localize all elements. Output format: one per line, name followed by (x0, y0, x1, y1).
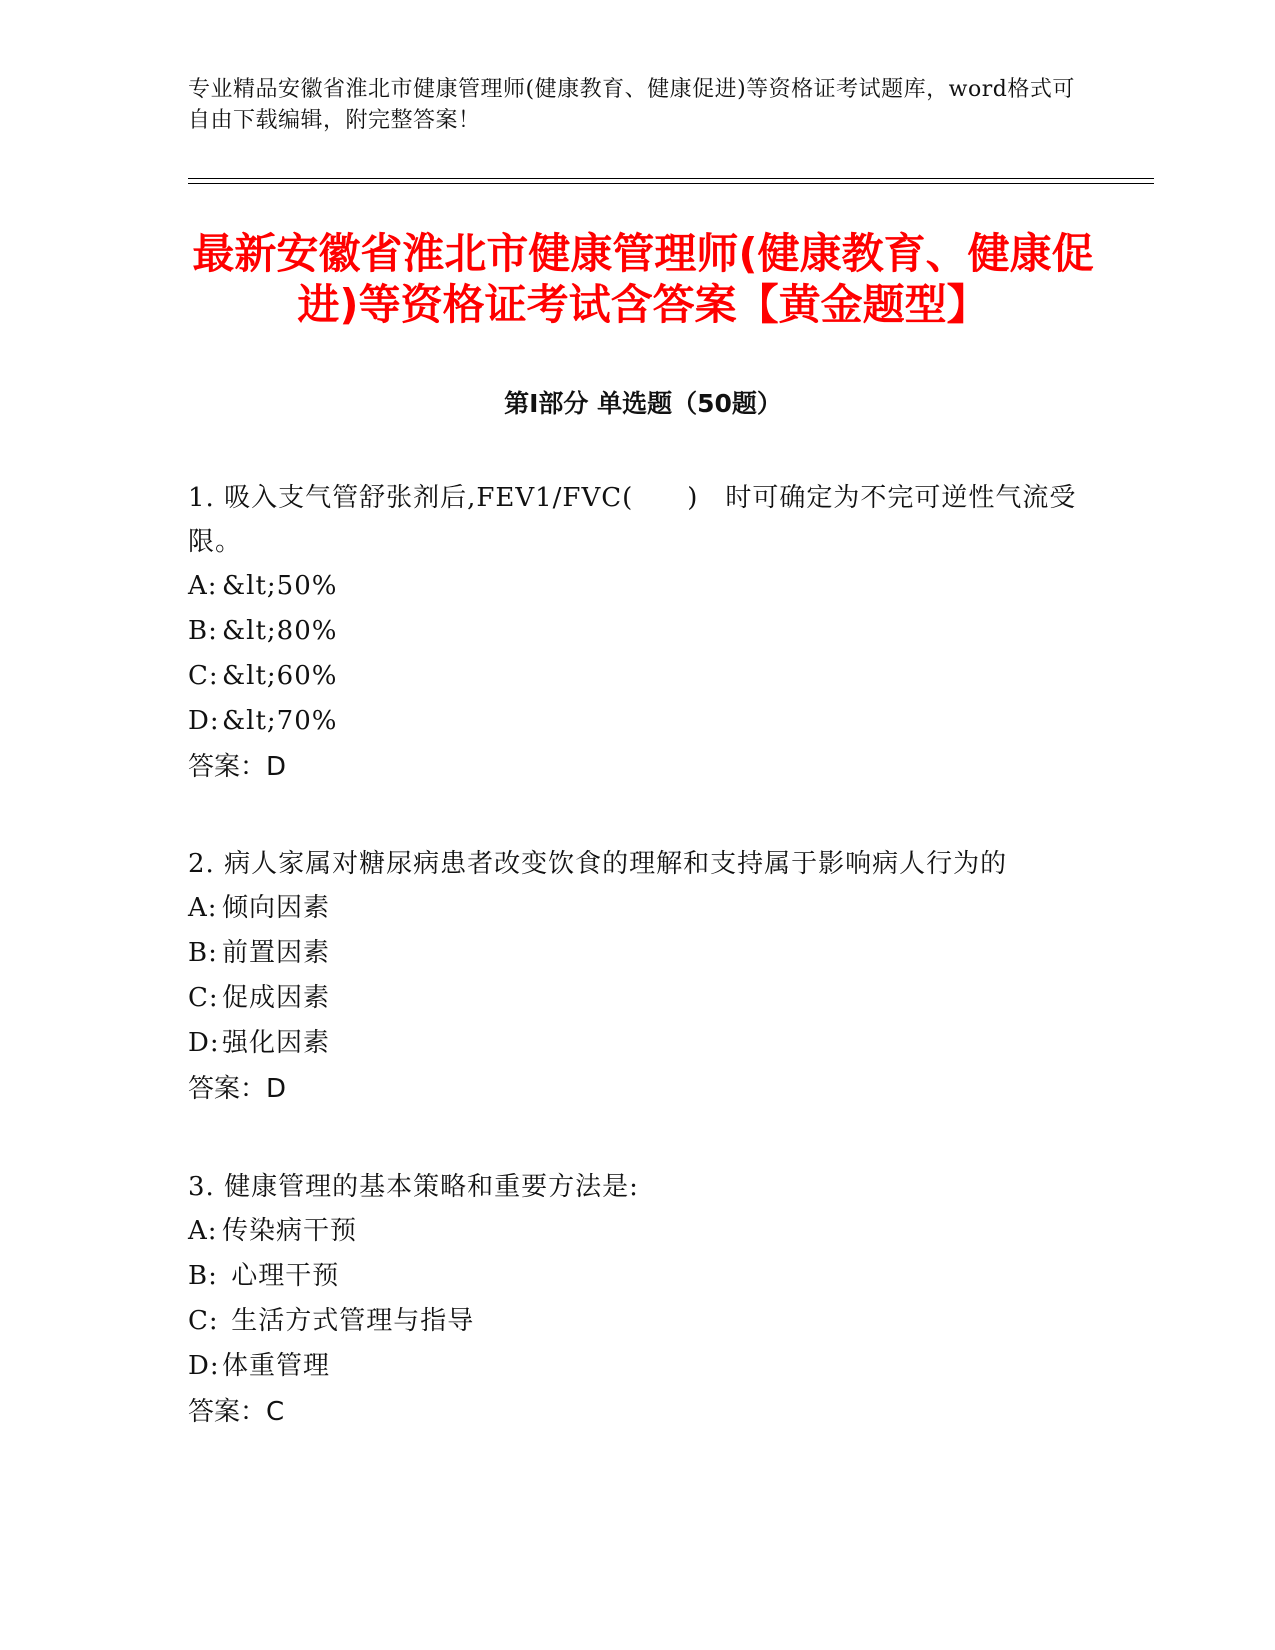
option-text: 生活方式管理与指导 (222, 1306, 475, 1336)
option-d (188, 699, 1088, 744)
option-label: A: (188, 893, 218, 923)
document-header-text: 专业精品安徽省淮北市健康管理师(健康教育、健康促进)等资格证考试题库，word格式可自由下载编辑，附完整答案！ (188, 77, 1075, 133)
answer-line (188, 1066, 1088, 1112)
answer-label: 答案： (188, 1397, 267, 1427)
answer-value: C (266, 1397, 285, 1427)
option-label: D: (188, 1351, 220, 1381)
option-text: 倾向因素 (222, 893, 331, 923)
option-label: A: (188, 571, 218, 601)
option-text: 促成因素 (222, 983, 331, 1013)
option-b (188, 1254, 1088, 1299)
option-text: 心理干预 (222, 1261, 340, 1291)
option-label: D: (188, 1028, 220, 1058)
answer-label: 答案： (188, 752, 267, 782)
option-label: B: (188, 1261, 218, 1291)
option-label: C: (188, 983, 219, 1013)
option-c (188, 976, 1088, 1021)
option-text: &lt;60% (222, 661, 338, 691)
option-b (188, 609, 1088, 654)
document-title: 最新安徽省淮北市健康管理师(健康教育、健康促进)等资格证考试含答案【黄金题型】 (192, 229, 1094, 329)
option-label: A: (188, 1216, 218, 1246)
answer-line (188, 744, 1088, 790)
option-text: &lt;70% (222, 706, 338, 736)
option-text: &lt;80% (222, 616, 338, 646)
answer-line (188, 1389, 1088, 1435)
option-a (188, 564, 1088, 609)
section-heading: 第Ⅰ部分 单选题（50题） (504, 389, 782, 418)
answer-value: D (266, 1074, 287, 1104)
option-b (188, 931, 1088, 976)
option-text: 传染病干预 (222, 1216, 358, 1246)
answer-label: 答案： (188, 1074, 267, 1104)
option-a (188, 886, 1088, 931)
question-3 (188, 1165, 1088, 1435)
question-text: 1. 吸入支气管舒张剂后,FEV1/FVC( ) 时可确定为不完可逆性气流受限。 (188, 483, 1077, 557)
option-label: C: (188, 1306, 219, 1336)
option-d (188, 1021, 1088, 1066)
header-divider-bottom (188, 183, 1154, 184)
option-label: D: (188, 706, 220, 736)
question-1 (188, 476, 1088, 790)
option-c (188, 1299, 1088, 1344)
question-text: 2. 病人家属对糖尿病患者改变饮食的理解和支持属于影响病人行为的 (188, 849, 1008, 879)
option-text: 强化因素 (222, 1028, 331, 1058)
question-text: 3. 健康管理的基本策略和重要方法是: (188, 1172, 639, 1202)
option-text: 前置因素 (222, 938, 331, 968)
option-text: 体重管理 (222, 1351, 331, 1381)
option-label: B: (188, 938, 218, 968)
header-divider-top (188, 178, 1154, 179)
option-label: B: (188, 616, 218, 646)
option-c (188, 654, 1088, 699)
option-a (188, 1209, 1088, 1254)
answer-value: D (266, 752, 287, 782)
option-text: &lt;50% (222, 571, 338, 601)
question-2 (188, 842, 1088, 1112)
option-d (188, 1344, 1088, 1389)
option-label: C: (188, 661, 219, 691)
